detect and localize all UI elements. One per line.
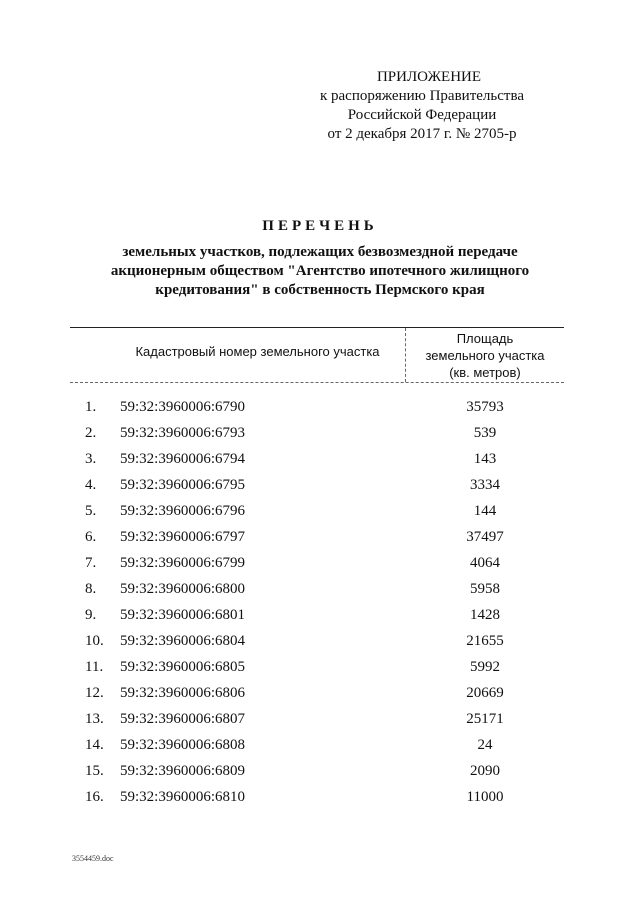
header-area-line: Площадь: [456, 331, 514, 346]
area-value: 21655: [466, 633, 504, 649]
table-row: [0, 500, 640, 526]
header-area: [406, 330, 564, 381]
table-row: [0, 604, 640, 630]
row-number: 16.: [85, 789, 104, 805]
table-row: [0, 630, 640, 656]
area-value: 539: [473, 425, 497, 441]
cadastral-number: 59:32:3960006:6807: [120, 711, 246, 727]
table-row: [0, 656, 640, 682]
cadastral-number: 59:32:3960006:6796: [120, 503, 246, 519]
cadastral-number: 59:32:3960006:6805: [120, 659, 246, 675]
appendix-block: [292, 68, 552, 144]
area-value: 25171: [466, 711, 504, 727]
cadastral-number: 59:32:3960006:6794: [120, 451, 246, 467]
table-row: [0, 448, 640, 474]
row-number: 11.: [85, 659, 104, 675]
appendix-line: к распоряжению Правительства: [319, 88, 524, 104]
header-area-line: земельного участка: [425, 348, 545, 363]
header-area-line: (кв. метров): [449, 365, 521, 380]
area-value: 2090: [470, 763, 500, 779]
row-number: 8.: [85, 581, 97, 597]
area-value: 3334: [470, 477, 500, 493]
row-number: 15.: [85, 763, 104, 779]
table-row: [0, 526, 640, 552]
table-row: [0, 786, 640, 812]
row-number: 5.: [85, 503, 97, 519]
area-value: 24: [477, 737, 493, 753]
area-value: 1428: [470, 607, 500, 623]
cadastral-number: 59:32:3960006:6800: [120, 581, 246, 597]
appendix-line: Российской Федерации: [347, 107, 497, 123]
cadastral-number: 59:32:3960006:6810: [120, 789, 246, 805]
cadastral-number: 59:32:3960006:6793: [120, 425, 246, 441]
table-header: [70, 327, 564, 383]
area-value: 144: [473, 503, 497, 519]
row-number: 13.: [85, 711, 104, 727]
cadastral-number: 59:32:3960006:6790: [120, 399, 246, 415]
row-number: 1.: [85, 399, 97, 415]
row-number: 12.: [85, 685, 104, 701]
row-number: 4.: [85, 477, 97, 493]
subtitle-line: акционерным обществом "Агентство ипотечного жилищного: [110, 263, 530, 279]
row-number: 2.: [85, 425, 97, 441]
table-row: [0, 552, 640, 578]
area-value: 11000: [466, 789, 504, 805]
row-number: 3.: [85, 451, 97, 467]
row-number: 7.: [85, 555, 97, 571]
subtitle-line: земельных участков, подлежащих безвозмездной передаче: [122, 244, 518, 260]
document-title: ПЕРЕЧЕНЬ: [262, 218, 378, 234]
footer-doc-code: 3554459.doc: [72, 854, 114, 863]
appendix-heading: ПРИЛОЖЕНИЕ: [376, 69, 482, 85]
table-row: [0, 396, 640, 422]
table-row: [0, 422, 640, 448]
table-row: [0, 734, 640, 760]
table-row: [0, 760, 640, 786]
area-value: 35793: [466, 399, 504, 415]
row-number: 6.: [85, 529, 97, 545]
row-number: 9.: [85, 607, 97, 623]
cadastral-number: 59:32:3960006:6801: [120, 607, 246, 623]
cadastral-number: 59:32:3960006:6806: [120, 685, 246, 701]
area-value: 143: [473, 451, 497, 467]
area-value: 5958: [470, 581, 500, 597]
table-body: [0, 396, 640, 812]
appendix-line: от 2 декабря 2017 г. № 2705-р: [327, 126, 517, 142]
cadastral-number: 59:32:3960006:6799: [120, 555, 246, 571]
document-subtitle: [80, 243, 560, 300]
row-number: 14.: [85, 737, 104, 753]
cadastral-number: 59:32:3960006:6809: [120, 763, 246, 779]
table-row: [0, 578, 640, 604]
subtitle-line: кредитования" в собственность Пермского края: [155, 282, 485, 298]
area-value: 20669: [466, 685, 504, 701]
row-number: 10.: [85, 633, 104, 649]
area-value: 4064: [470, 555, 500, 571]
table-row: [0, 474, 640, 500]
table-row: [0, 682, 640, 708]
area-value: 5992: [470, 659, 500, 675]
area-value: 37497: [466, 529, 504, 545]
header-cadastral: Кадастровый номер земельного участка: [135, 344, 380, 359]
table-row: [0, 708, 640, 734]
cadastral-number: 59:32:3960006:6804: [120, 633, 246, 649]
cadastral-number: 59:32:3960006:6808: [120, 737, 246, 753]
cadastral-number: 59:32:3960006:6795: [120, 477, 246, 493]
cadastral-number: 59:32:3960006:6797: [120, 529, 246, 545]
